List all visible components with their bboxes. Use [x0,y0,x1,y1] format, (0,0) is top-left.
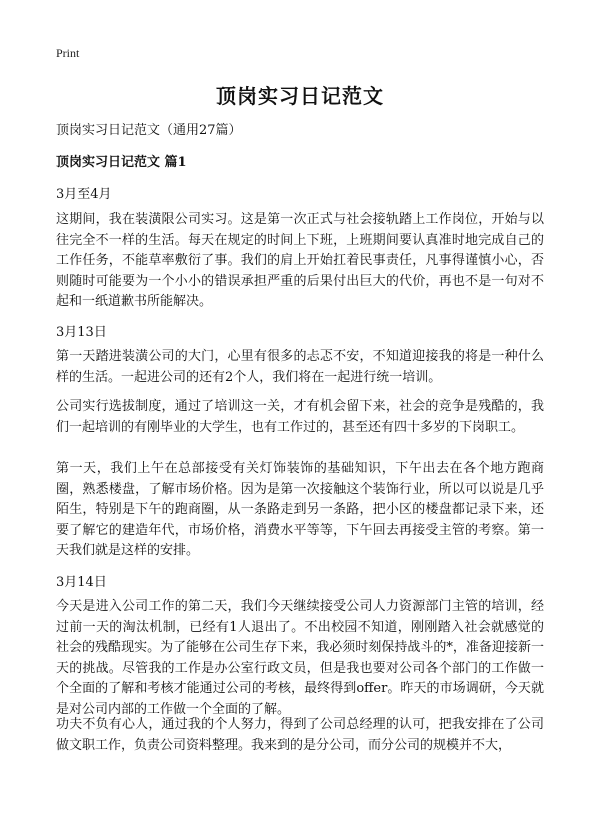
print-link[interactable]: Print [56,46,80,60]
paragraph: 功夫不负有心人，通过我的个人努力，得到了公司总经理的认可，把我安排在了公司做文职工作，负责公司资料整理。我来到的是分公司，而分公司的规模并不大， [56,717,544,753]
paragraph: 第一天踏进装潢公司的大门，心里有很多的忐忑不安，不知道迎接我的将是一种什么样的生活。一起进公司的还有2个人，我们将在一起进行统一培训。 [56,349,544,385]
paragraph: 今天是进入公司工作的第二天，我们今天继续接受公司人力资源部门主管的培训，经过前一天的淘汰机制，已经有1人退出了。不出校园不知道，刚刚踏入社会就感觉的社会的残酷现实。为了能够在公司生存下来，我必须时刻保持战斗的*，准备迎接新一天的挑战。尽管我的工作是办公室行政文员，但是我也要对公司各个部门的工作做一个全面的了解和考核才能通过公司的考核，最终得到offer。昨天的市场调研，今天就是对公司内部的工作做一个全面的了解。 [56,599,544,717]
date-heading: 3月14日 [56,575,107,590]
paragraph: 这期间，我在装潢限公司实习。这是第一次正式与社会接轨踏上工作岗位，开始与以往完全不一样的生活。每天在规定的时间上下班，上班期间要认真准时地完成自己的工作任务，不能草率敷衍了事。我们的肩上开始扛着民事责任，凡事得谨慎小心，否则随时可能要为一个小小的错误承担严重的后果付出巨大的代价，再也不是一句对不起和一纸道歉书所能解决。 [56,212,544,309]
date-heading: 3月13日 [56,325,107,340]
section-heading: 顶岗实习日记范文 篇1 [56,155,187,170]
document-subtitle: 顶岗实习日记范文（通用27篇） [56,123,242,138]
date-heading: 3月至4月 [56,187,112,202]
paragraph: 第一天，我们上午在总部接受有关灯饰装饰的基础知识，下午出去在各个地方跑商圈，熟悉楼盘，了解市场价格。因为是第一次接触这个装饰行业，所以可以说是几乎陌生，特别是下午的跑商圈，从一条路走到另一条路，把小区的楼盘都记录下来，还要了解它的建造年代，市场价格，消费水平等等，下午回去再接受主管的考察。第一天我们就是这样的安排。 [56,461,544,558]
page-title: 顶岗实习日记范文 [216,84,384,108]
paragraph: 公司实行选拔制度，通过了培训这一关，才有机会留下来，社会的竞争是残酷的，我们一起培训的有刚毕业的大学生，也有工作过的，甚至还有四十多岁的下岗职工。 [56,399,544,435]
